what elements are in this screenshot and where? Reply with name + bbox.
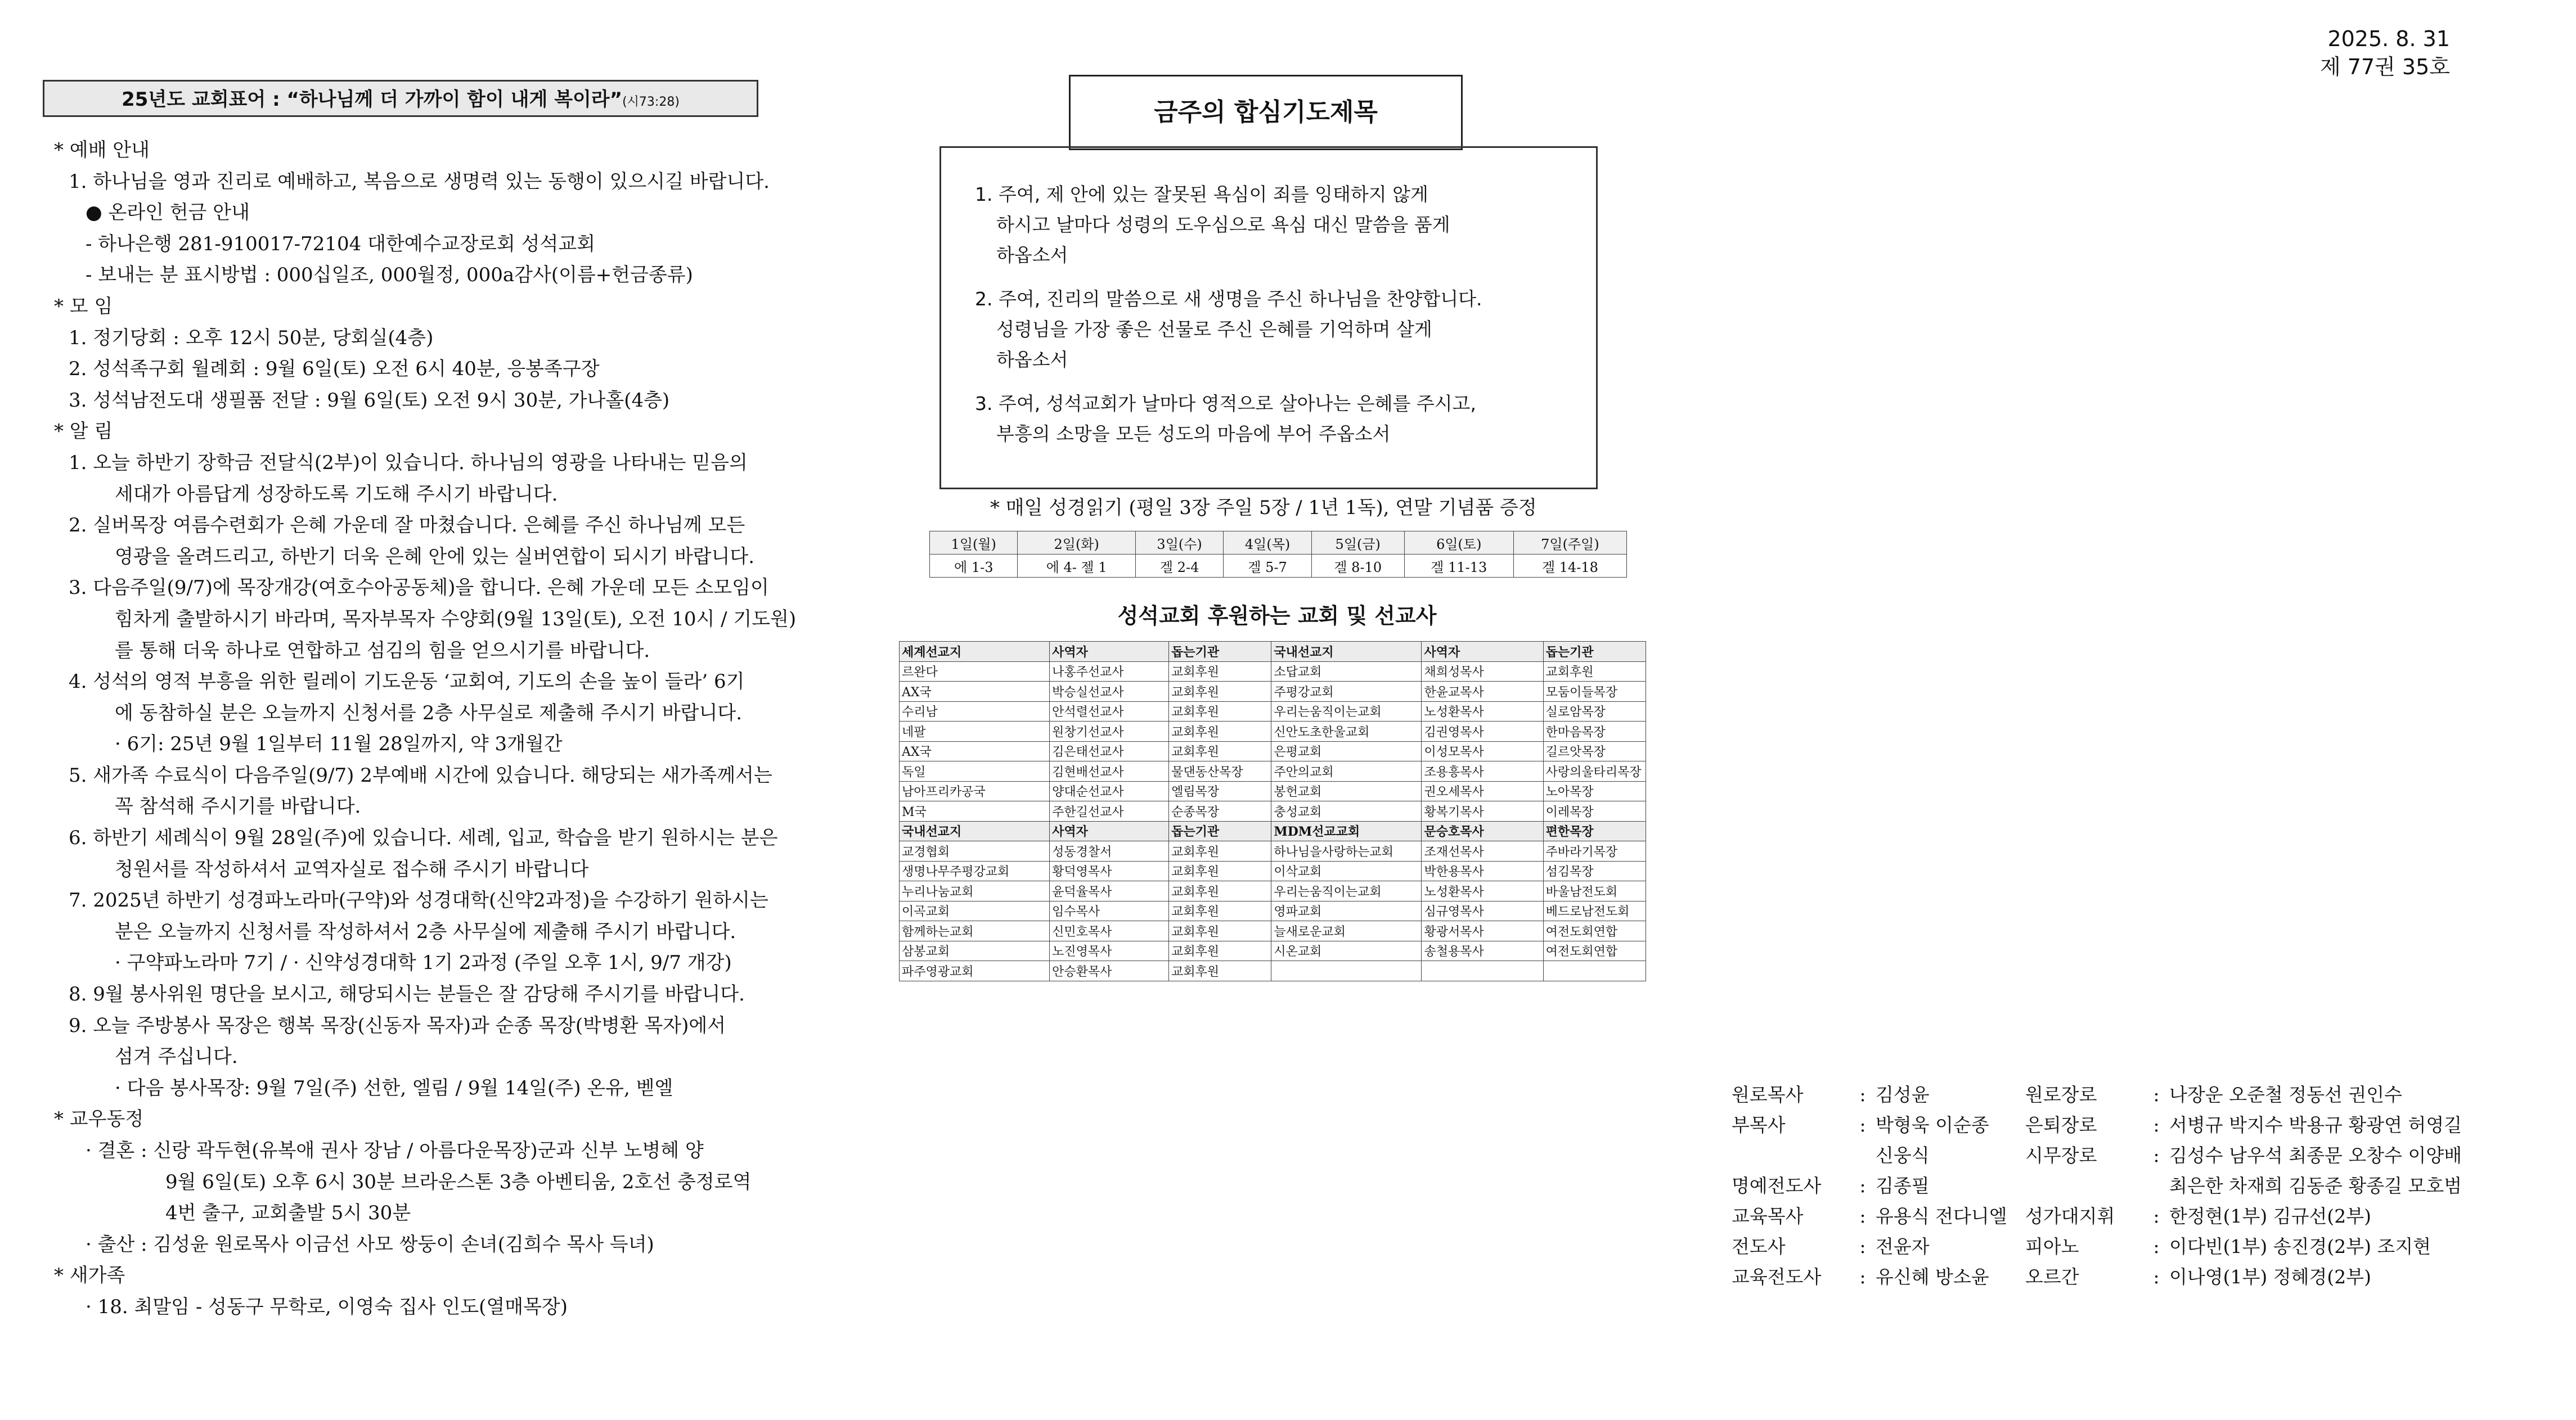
support-cell: AX국: [900, 682, 1050, 702]
announcement-line: 2. 성석족구회 월례회 : 9월 6일(토) 오전 6시 40분, 응봉족구장: [69, 358, 600, 381]
support-cell: 노성환목사: [1422, 881, 1543, 901]
staff-role: [1732, 1140, 1850, 1171]
announcement-line: 3. 성석남전도대 생필품 전달 : 9월 6일(토) 오전 9시 30분, 가나홀(4층): [69, 389, 670, 412]
prayer-line: 하시고 날마다 성령의 도우심으로 욕심 대신 말씀을 품게: [996, 214, 1450, 236]
support-cell: 이곡교회: [900, 901, 1050, 921]
support-header-row: [900, 642, 1646, 662]
announcement-line: * 모 임: [54, 295, 113, 318]
support-cell: 편한목장: [1543, 821, 1646, 841]
announcement-line: 3. 다음주일(9/7)에 목장개강(여호수아공동체)을 합니다. 은혜 가운데 모든 소모임이: [69, 576, 769, 599]
support-cell: 신안도초한울교회: [1271, 722, 1422, 742]
support-cell: 사역자: [1050, 642, 1169, 662]
support-cell: M국: [900, 801, 1050, 822]
announcement-line: 에 동참하실 분은 오늘까지 신청서를 2층 사무실로 제출해 주시기 바랍니다.: [115, 701, 743, 724]
support-cell: 성동경찰서: [1050, 841, 1169, 862]
staff-colon: [2143, 1171, 2169, 1201]
support-cell: 교회후원: [1169, 921, 1271, 941]
bible-day-cell: 7일(주일): [1513, 531, 1626, 555]
announcement-line: 영광을 올려드리고, 하반기 더욱 은혜 안에 있는 실버연합이 되시기 바랍니다.: [115, 545, 755, 568]
prayer-line: 성령님을 가장 좋은 선물로 주신 은혜를 기억하며 살게: [996, 318, 1432, 340]
staff-role: 시무장로: [2025, 1144, 2097, 1166]
staff-row: [1732, 1171, 2007, 1201]
prayer-line: 3. 주여, 성석교회가 날마다 영적으로 살아나는 은혜를 주시고,: [975, 393, 1476, 414]
support-cell: 권오세목사: [1422, 781, 1543, 801]
announcement-line: · 6기: 25년 9월 1일부터 11월 28일까지, 약 3개월간: [115, 733, 563, 756]
support-cell: 송철용목사: [1422, 941, 1543, 961]
support-cell: 문승호목사: [1422, 821, 1543, 841]
support-cell: 봉헌교회: [1271, 781, 1422, 801]
staff-names: 김성윤: [1876, 1084, 1930, 1106]
staff-colon: :: [1859, 1205, 1866, 1227]
prayer-line: 하옵소서: [996, 244, 1068, 266]
staff-role: 원로장로: [2025, 1084, 2097, 1106]
announcement-line: 4번 출구, 교회출발 5시 30분: [165, 1202, 411, 1225]
support-cell: 이성모목사: [1422, 741, 1543, 761]
bible-day-cell: 3일(수): [1135, 531, 1223, 555]
support-cell: 김권영목사: [1422, 722, 1543, 742]
announcement-line: 1. 오늘 하반기 장학금 전달식(2부)이 있습니다. 하나님의 영광을 나타내는 믿음의: [69, 451, 748, 474]
staff-row: [1732, 1110, 2007, 1140]
support-cell: 노성환목사: [1422, 701, 1543, 722]
support-cell: 교회후원: [1169, 701, 1271, 722]
support-cell: 양대순선교사: [1050, 781, 1169, 801]
bible-reading-table: [929, 531, 1627, 578]
support-cell: 국내선교지: [900, 821, 1050, 841]
staff-names: 신웅식: [1876, 1144, 1930, 1166]
support-cell: 조용흥목사: [1422, 761, 1543, 782]
support-cell: 누리나눔교회: [900, 881, 1050, 901]
support-cell: 교회후원: [1169, 841, 1271, 862]
announcement-line: 6. 하반기 세례식이 9월 28일(주)에 있습니다. 세례, 입교, 학습을 받기 원하시는 분은: [69, 827, 778, 850]
support-cell: 윤덕율목사: [1050, 881, 1169, 901]
support-cell: 순종목장: [1169, 801, 1271, 822]
support-row: [900, 961, 1646, 981]
announcement-line: * 새가족: [54, 1264, 125, 1287]
staff-colon: :: [2153, 1266, 2160, 1288]
announcement-line: 1. 정기당회 : 오후 12시 50분, 당회실(4층): [69, 326, 434, 349]
staff-names: 김성수 남우석 최종문 오창수 이양배: [2169, 1144, 2462, 1166]
announcement-line: ● 온라인 헌금 안내: [86, 201, 250, 224]
staff-row: [2025, 1080, 2462, 1110]
support-cell: 신민호목사: [1050, 921, 1169, 941]
announcement-line: * 알 림: [54, 420, 113, 443]
support-cell: 나홍주선교사: [1050, 661, 1169, 682]
support-cell: [1422, 961, 1543, 981]
support-cell: 생명나무주평강교회: [900, 861, 1050, 881]
support-cell: 교회후원: [1169, 661, 1271, 682]
bible-day-cell: 5일(금): [1311, 531, 1404, 555]
staff-colon: :: [2153, 1114, 2160, 1136]
support-cell: 이삭교회: [1271, 861, 1422, 881]
support-cell: 주안의교회: [1271, 761, 1422, 782]
staff-row: [1732, 1080, 2007, 1110]
support-cell: 함께하는교회: [900, 921, 1050, 941]
announcement-line: · 출산 : 김성윤 원로목사 이금선 사모 쌍둥이 손녀(김희수 목사 득녀): [86, 1233, 654, 1256]
support-cell: 교회후원: [1169, 861, 1271, 881]
announcement-line: * 예배 안내: [54, 139, 150, 161]
prayer-line: 부흥의 소망을 모든 성도의 마음에 부어 주옵소서: [996, 423, 1391, 445]
staff-colon: :: [2153, 1084, 2160, 1106]
staff-row: [2025, 1201, 2462, 1232]
bulletin-date-block: [2320, 25, 2450, 81]
announcement-line: · 다음 봉사목장: 9월 7일(주) 선한, 엘림 / 9월 14일(주) 온유, 벧엘: [115, 1076, 673, 1099]
prayer-item: [975, 284, 1596, 375]
support-cell: 남아프리카공국: [900, 781, 1050, 801]
support-cell: 심규영목사: [1422, 901, 1543, 921]
announcement-line: * 교우동정: [54, 1108, 144, 1131]
support-row: [900, 801, 1646, 822]
support-row: [900, 701, 1646, 722]
staff-colon: :: [1859, 1084, 1866, 1106]
support-row: [900, 661, 1646, 682]
staff-names: 박형욱 이순종: [1876, 1114, 1989, 1136]
staff-role: 교육전도사: [1732, 1266, 1822, 1288]
bible-reading-cell: 겔 14-18: [1513, 555, 1626, 578]
support-cell: 실로암목장: [1543, 701, 1646, 722]
announcement-line: 힘차게 출발하시기 바라며, 목자부목자 수양회(9월 13일(토), 오전 10시 / 기도원): [115, 607, 797, 630]
staff-role: 은퇴장로: [2025, 1114, 2097, 1136]
support-cell: 노진영목사: [1050, 941, 1169, 961]
support-cell: MDM선교교회: [1271, 821, 1422, 841]
support-cell: 교경협회: [900, 841, 1050, 862]
staff-role: 전도사: [1732, 1236, 1786, 1257]
support-cell: 노아목장: [1543, 781, 1646, 801]
support-cell: 교회후원: [1169, 741, 1271, 761]
support-cell: 안석렬선교사: [1050, 701, 1169, 722]
staff-row: [1732, 1262, 2007, 1292]
support-cell: 모둠이들목장: [1543, 682, 1646, 702]
support-cell: 주바라기목장: [1543, 841, 1646, 862]
motto-text: 25년도 교회표어 : “하나님께 더 가까이 함이 내게 복이라”: [122, 88, 623, 111]
bible-reading-cell: 에 1-3: [930, 555, 1018, 578]
support-row: [900, 941, 1646, 961]
support-row: [900, 761, 1646, 782]
staff-colon: :: [1859, 1175, 1866, 1197]
support-cell: [1271, 961, 1422, 981]
staff-row: [2025, 1262, 2462, 1292]
support-cell: 교회후원: [1169, 901, 1271, 921]
support-cell: 수리남: [900, 701, 1050, 722]
staff-names: 이나영(1부) 정혜경(2부): [2169, 1266, 2372, 1288]
support-row: [900, 722, 1646, 742]
announcement-line: · 결혼 : 신랑 곽두현(유복애 권사 장남 / 아름다운목장)군과 신부 노병혜 양: [86, 1139, 704, 1162]
support-row: [900, 921, 1646, 941]
staff-colon: [1850, 1140, 1876, 1171]
staff-row: [1732, 1140, 2007, 1171]
support-cell: AX국: [900, 741, 1050, 761]
staff-colon: :: [1859, 1236, 1866, 1257]
bible-readings-row: [930, 555, 1627, 578]
bulletin-date: 2025. 8. 31: [2327, 26, 2450, 51]
staff-role: 부목사: [1732, 1114, 1786, 1136]
support-cell: 김은태선교사: [1050, 741, 1169, 761]
support-cell: 물댄동산목장: [1169, 761, 1271, 782]
support-cell: 주한길선교사: [1050, 801, 1169, 822]
support-cell: 늘새로운교회: [1271, 921, 1422, 941]
bible-day-cell: 2일(화): [1018, 531, 1135, 555]
support-cell: 안승환목사: [1050, 961, 1169, 981]
bible-reading-note: * 매일 성경읽기 (평일 3장 주일 5장 / 1년 1독), 연말 기념품 증정: [990, 497, 1537, 519]
support-cell: 섬김목장: [1543, 861, 1646, 881]
support-cell: 주평강교회: [1271, 682, 1422, 702]
support-cell: 황복기목사: [1422, 801, 1543, 822]
staff-names: 유용식 전다니엘: [1876, 1205, 2007, 1227]
staff-list-left: [1732, 1080, 2007, 1292]
support-cell: 세계선교지: [900, 642, 1050, 662]
motto-reference: (시73:28): [622, 95, 680, 109]
announcement-line: - 보내는 분 표시방법 : 000십일조, 000월정, 000a감사(이름+헌금종류): [86, 264, 693, 287]
prayer-item: [975, 389, 1596, 449]
support-cell: 네팔: [900, 722, 1050, 742]
staff-names: 최은한 차재희 김동준 황종길 모호범: [2169, 1175, 2462, 1197]
support-cell: 황광서목사: [1422, 921, 1543, 941]
support-cell: 바울남전도회: [1543, 881, 1646, 901]
support-cell: 박한용목사: [1422, 861, 1543, 881]
support-cell: 사랑의울타리목장: [1543, 761, 1646, 782]
announcements-column: [54, 135, 797, 1323]
announcement-line: 9. 오늘 주방봉사 목장은 행복 목장(신동자 목자)과 순종 목장(박병환 목자)에서: [69, 1014, 726, 1037]
support-header-row: [900, 821, 1646, 841]
announcement-line: 섬겨 주십니다.: [115, 1045, 238, 1069]
support-cell: 영파교회: [1271, 901, 1422, 921]
staff-names: 한정현(1부) 김규선(2부): [2169, 1205, 2372, 1227]
prayer-box: [939, 146, 1598, 489]
support-cell: 김현배선교사: [1050, 761, 1169, 782]
support-row: [900, 861, 1646, 881]
support-row: [900, 881, 1646, 901]
support-cell: 돕는기관: [1543, 642, 1646, 662]
support-cell: 하나님을사랑하는교회: [1271, 841, 1422, 862]
support-cell: 이레목장: [1543, 801, 1646, 822]
staff-colon: :: [1859, 1266, 1866, 1288]
support-cell: 박승실선교사: [1050, 682, 1169, 702]
support-cell: 삼봉교회: [900, 941, 1050, 961]
staff-role: 명예전도사: [1732, 1175, 1822, 1197]
announcement-line: · 18. 최말임 - 성동구 무학로, 이영숙 집사 인도(열매목장): [86, 1295, 568, 1318]
staff-names: 이다빈(1부) 송진경(2부) 조지현: [2169, 1236, 2431, 1257]
support-cell: 한마음목장: [1543, 722, 1646, 742]
announcement-line: 1. 하나님을 영과 진리로 예배하고, 복음으로 생명력 있는 동행이 있으시길 바랍니다.: [69, 170, 770, 193]
support-cell: 황덕영목사: [1050, 861, 1169, 881]
bible-reading-cell: 에 4- 젤 1: [1018, 555, 1135, 578]
staff-names: 서병규 박지수 박용규 황광연 허영길: [2169, 1114, 2462, 1136]
bible-day-cell: 1일(월): [930, 531, 1018, 555]
support-cell: 소답교회: [1271, 661, 1422, 682]
support-cell: 한윤교목사: [1422, 682, 1543, 702]
prayer-line: 하옵소서: [996, 349, 1068, 371]
bible-reading-cell: 겔 5-7: [1224, 555, 1311, 578]
support-cell: 충성교회: [1271, 801, 1422, 822]
staff-names: 김종필: [1876, 1175, 1930, 1197]
support-cell: 임수목사: [1050, 901, 1169, 921]
staff-row: [1732, 1201, 2007, 1232]
support-row: [900, 841, 1646, 862]
support-cell: 교회후원: [1543, 661, 1646, 682]
support-cell: 채희성목사: [1422, 661, 1543, 682]
staff-row: [2025, 1140, 2462, 1171]
staff-role: [2025, 1171, 2143, 1201]
support-cell: 교회후원: [1169, 941, 1271, 961]
staff-role: 피아노: [2025, 1236, 2079, 1257]
support-row: [900, 901, 1646, 921]
support-cell: 우리는움직이는교회: [1271, 701, 1422, 722]
staff-list-right: [2025, 1080, 2462, 1292]
staff-row: [2025, 1171, 2462, 1201]
staff-row: [2025, 1232, 2462, 1262]
staff-colon: :: [2153, 1236, 2160, 1257]
bulletin-volume: 제 77권 35호: [2320, 55, 2450, 79]
support-cell: 교회후원: [1169, 961, 1271, 981]
staff-role: 성가대지휘: [2025, 1205, 2115, 1227]
support-cell: 엘림목장: [1169, 781, 1271, 801]
support-cell: 국내선교지: [1271, 642, 1422, 662]
support-cell: 독일: [900, 761, 1050, 782]
staff-role: 교육목사: [1732, 1205, 1804, 1227]
staff-row: [1732, 1232, 2007, 1262]
staff-colon: :: [2153, 1144, 2160, 1166]
staff-colon: :: [2153, 1205, 2160, 1227]
staff-names: 유신혜 방소윤: [1876, 1266, 1989, 1288]
announcement-line: 를 통해 더욱 하나로 연합하고 섬김의 힘을 얻으시기를 바랍니다.: [115, 639, 650, 662]
support-cell: 돕는기관: [1169, 642, 1271, 662]
support-cell: 교회후원: [1169, 722, 1271, 742]
support-cell: 사역자: [1422, 642, 1543, 662]
announcement-line: - 하나은행 281-910017-72104 대한예수교장로회 성석교회: [86, 232, 596, 255]
support-cell: 여전도회연합: [1543, 941, 1646, 961]
prayer-line: 1. 주여, 제 안에 있는 잘못된 욕심이 죄를 잉태하지 않게: [975, 183, 1428, 205]
announcement-line: 청원서를 작성하셔서 교역자실로 접수해 주시기 바랍니다: [115, 858, 589, 881]
support-cell: 길르앗목장: [1543, 741, 1646, 761]
support-cell: 교회후원: [1169, 682, 1271, 702]
support-cell: 은평교회: [1271, 741, 1422, 761]
announcement-line: 세대가 아름답게 성장하도록 기도해 주시기 바랍니다.: [115, 483, 558, 506]
support-row: [900, 682, 1646, 702]
prayer-item: [975, 179, 1596, 271]
announcement-line: 꼭 참석해 주시기를 바랍니다.: [115, 795, 361, 818]
bible-day-cell: 4일(목): [1224, 531, 1311, 555]
staff-role: 오르간: [2025, 1266, 2079, 1288]
support-row: [900, 741, 1646, 761]
support-cell: 조재선목사: [1422, 841, 1543, 862]
support-cell: 돕는기관: [1169, 821, 1271, 841]
support-row: [900, 781, 1646, 801]
staff-role: 원로목사: [1732, 1084, 1804, 1106]
announcement-line: 7. 2025년 하반기 성경파노라마(구약)와 성경대학(신약2과정)을 수강하기 원하시는: [69, 889, 768, 912]
bible-day-cell: 6일(토): [1404, 531, 1513, 555]
bible-days-row: [930, 531, 1627, 555]
announcement-line: 2. 실버목장 여름수련회가 은혜 가운데 잘 마쳤습니다. 은혜를 주신 하나님께 모든: [69, 514, 745, 537]
church-motto: [43, 80, 758, 117]
support-cell: 시온교회: [1271, 941, 1422, 961]
announcement-line: · 구약파노라마 7기 / · 신약성경대학 1기 2과정 (주일 오후 1시, 9/7 개강): [115, 952, 732, 975]
announcement-line: 5. 새가족 수료식이 다음주일(9/7) 2부예배 시간에 있습니다. 해당되는 새가족께서는: [69, 764, 772, 787]
support-cell: 여전도회연합: [1543, 921, 1646, 941]
support-cell: 교회후원: [1169, 881, 1271, 901]
bible-reading-cell: 겔 2-4: [1135, 555, 1223, 578]
announcement-line: 9월 6일(토) 오후 6시 30분 브라운스톤 3층 아벤티움, 2호선 충정로역: [165, 1170, 752, 1193]
announcement-line: 4. 성석의 영적 부흥을 위한 릴레이 기도운동 ‘교회여, 기도의 손을 높이 들라’ 6기: [69, 670, 745, 693]
bible-reading-cell: 겔 11-13: [1404, 555, 1513, 578]
announcement-line: 8. 9월 봉사위원 명단을 보시고, 해당되시는 분들은 잘 감당해 주시기를 바랍니다.: [69, 983, 745, 1006]
announcement-line: 분은 오늘까지 신청서를 작성하셔서 2층 사무실에 제출해 주시기 바랍니다.: [115, 920, 736, 943]
support-cell: 파주영광교회: [900, 961, 1050, 981]
support-cell: 우리는움직이는교회: [1271, 881, 1422, 901]
staff-names: 전윤자: [1876, 1236, 1930, 1257]
support-cell: 르완다: [900, 661, 1050, 682]
staff-names: 나장운 오준철 정동선 권인수: [2169, 1084, 2403, 1106]
support-cell: [1543, 961, 1646, 981]
support-title: 성석교회 후원하는 교회 및 선교사: [1117, 603, 1437, 628]
support-cell: 베드로남전도회: [1543, 901, 1646, 921]
bible-reading-cell: 겔 8-10: [1311, 555, 1404, 578]
staff-row: [2025, 1110, 2462, 1140]
support-cell: 원창기선교사: [1050, 722, 1169, 742]
support-table: [899, 641, 1646, 981]
prayer-line: 2. 주여, 진리의 말씀으로 새 생명을 주신 하나님을 찬양합니다.: [975, 288, 1482, 310]
staff-colon: :: [1859, 1114, 1866, 1136]
prayer-title: 금주의 합심기도제목: [1069, 75, 1463, 150]
support-cell: 사역자: [1050, 821, 1169, 841]
